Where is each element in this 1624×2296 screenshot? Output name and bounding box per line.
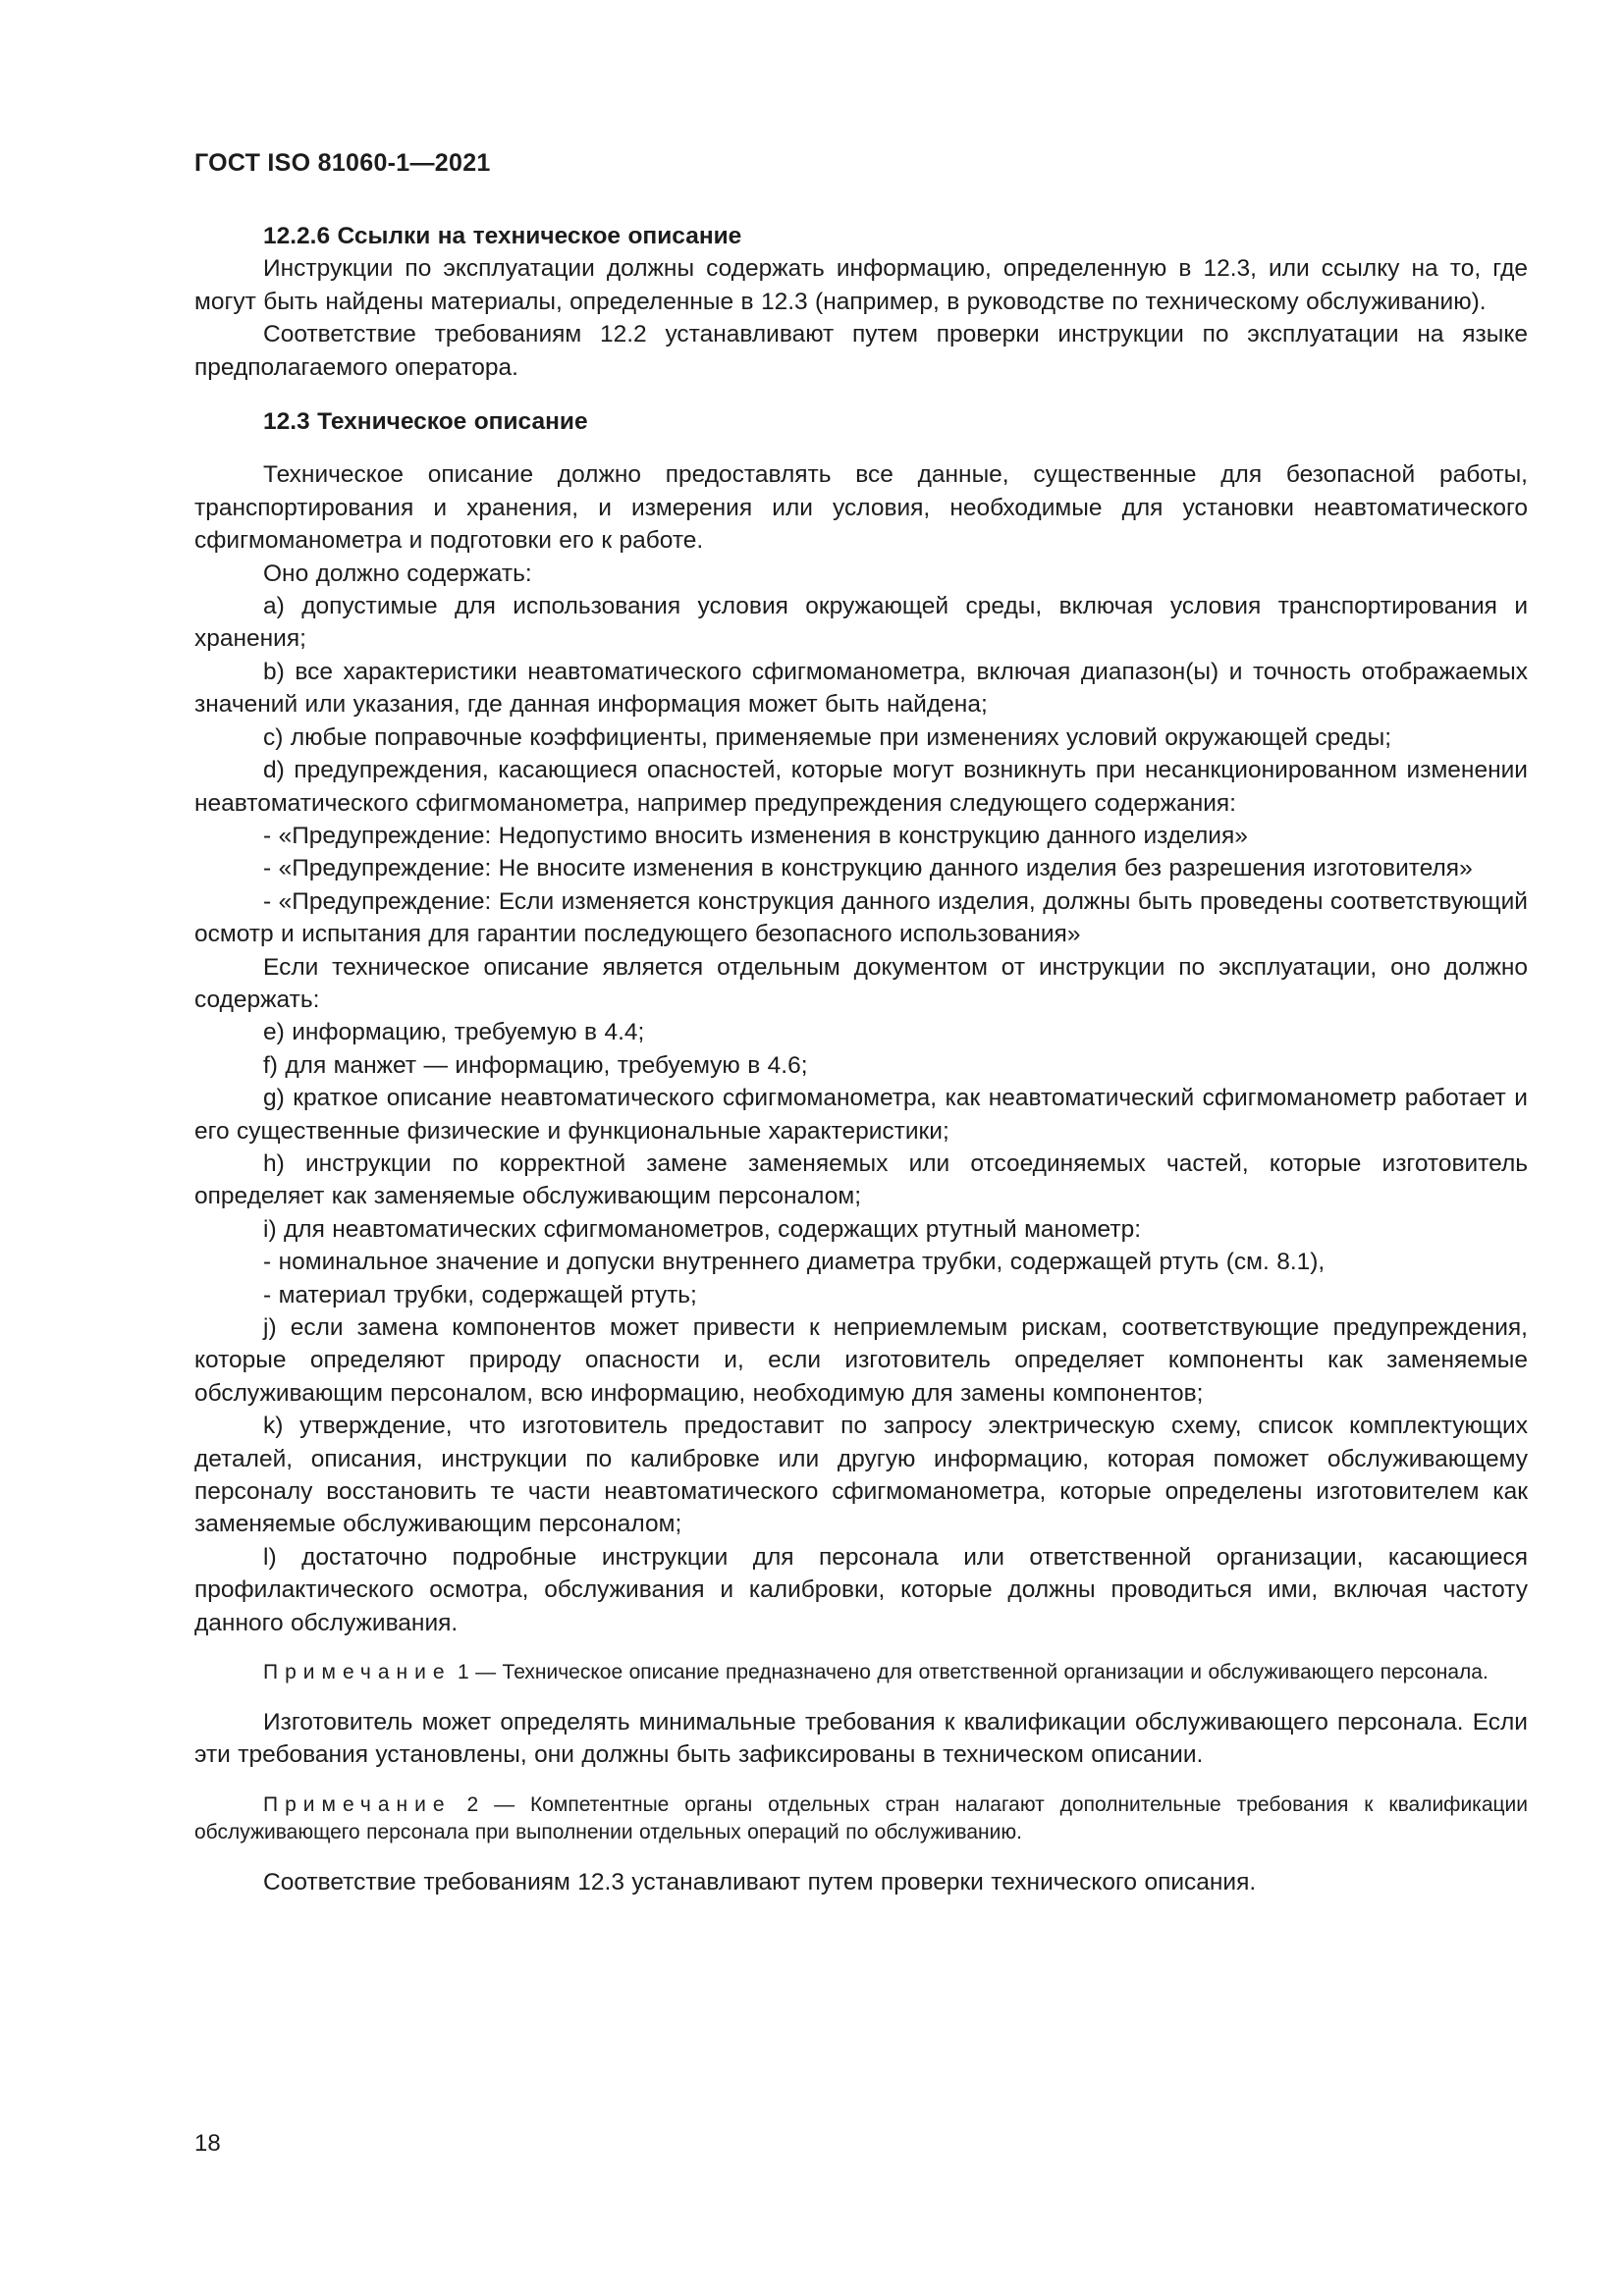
list-item-g: g) краткое описание неавтоматического сфигмоманометра, как неавтоматический сфигмоманометр работает и его существенные физические и функциональные характеристики; [194, 1085, 1528, 1145]
document-page [194, 0, 1528, 2296]
list-item-j: j) если замена компонентов может привести к неприемлемым рискам, соответствующие предупреждения, которые определяют природу опасности и, если изготовитель определяет компоненты как заменяемые обслуживающим персоналом, всю информацию, необходимую для замены компонентов; [194, 1314, 1528, 1407]
page-number: 18 [194, 2130, 221, 2157]
note-2 [194, 1791, 1528, 1846]
note-1 [194, 1659, 1528, 1686]
note-text: 1 — Техническое описание предназначено для ответственной организации и обслуживающего персонала. [451, 1661, 1489, 1684]
note-label: Примечание [263, 1661, 452, 1684]
note-text: 2 — Компетентные органы отдельных стран налагают дополнительные требования к квалификации обслуживающего персонала при выполнении отдельных операций по обслуживанию. [194, 1792, 1528, 1843]
list-item-l: l) достаточно подробные инструкции для персонала или ответственной организации, касающиеся профилактического осмотра, обслуживания и калибровки, которые должны проводиться ими, включая частоту данного обслуживания. [194, 1543, 1528, 1636]
paragraph: Инструкции по эксплуатации должны содержать информацию, определенную в 12.3, или ссылку на то, где могут быть найдены материалы, определенные в 12.3 (например, в руководстве по техническому обслуживанию). [194, 255, 1528, 315]
paragraph: Соответствие требованиям 12.2 устанавливают путем проверки инструкции по эксплуатации на языке предполагаемого оператора. [194, 321, 1528, 381]
paragraph: Изготовитель может определять минимальные требования к квалификации обслуживающего персонала. Если эти требования установлены, они должны быть зафиксированы в техническом описании. [194, 1709, 1528, 1769]
list-item-f: f) для манжет — информацию, требуемую в 4.6; [263, 1051, 808, 1079]
section-heading-12-3: 12.3 Техническое описание [263, 408, 588, 436]
note-label: Примечание [263, 1792, 452, 1816]
sub-item: - номинальное значение и допуски внутреннего диаметра трубки, содержащей ртуть (см. 8.1), [263, 1249, 1326, 1276]
list-item-b: b) все характеристики неавтоматического сфигмоманометра, включая диапазон(ы) и точность отображаемых значений или указания, где данная информация может быть найдена; [194, 658, 1528, 719]
list-item-e: e) информацию, требуемую в 4.4; [263, 1019, 645, 1046]
sub-item: - материал трубки, содержащей ртуть; [263, 1281, 697, 1308]
conformity-statement: Соответствие требованиям 12.3 устанавливают путем проверки технического описания. [263, 1868, 1257, 1896]
paragraph: Техническое описание должно предоставлять все данные, существенные для безопасной работы, транспортирования и хранения, и измерения или условия, необходимые для установки неавтоматического сфигмоманометра и подготовки его к работе. [194, 461, 1528, 555]
warning-item: - «Предупреждение: Не вносите изменения в конструкцию данного изделия без разрешения изготовителя» [263, 855, 1473, 882]
document-header: ГОСТ ISO 81060-1—2021 [194, 149, 491, 177]
warning-item: - «Предупреждение: Если изменяется конструкция данного изделия, должны быть проведены соответствующий осмотр и испытания для гарантии последующего безопасного использования» [194, 887, 1528, 948]
list-item-k: k) утверждение, что изготовитель предоставит по запросу электрическую схему, список комплектующих деталей, описания, инструкции по калибровке или другую информацию, которая поможет обслуживающему персоналу восстановить те части неавтоматического сфигмоманометра, которые определены изготовителем как заменяемые обслуживающим персоналом; [194, 1413, 1528, 1538]
list-item-h: h) инструкции по корректной замене заменяемых или отсоединяемых частей, которые изготовитель определяет как заменяемые обслуживающим персоналом; [194, 1149, 1528, 1210]
list-item-c: c) любые поправочные коэффициенты, применяемые при изменениях условий окружающей среды; [263, 723, 1392, 751]
document-body [194, 220, 1528, 1898]
paragraph: Если техническое описание является отдельным документом от инструкции по эксплуатации, оно должно содержать: [194, 953, 1528, 1013]
warning-item: - «Предупреждение: Недопустимо вносить изменения в конструкцию данного изделия» [263, 822, 1248, 849]
section-heading-12-2-6: 12.2.6 Ссылки на техническое описание [263, 223, 742, 249]
list-item-d: d) предупреждения, касающиеся опасностей, которые могут возникнуть при несанкционированном изменении неавтоматического сфигмоманометра, например предупреждения следующего содержания: [194, 757, 1528, 817]
list-item-i: i) для неавтоматических сфигмоманометров, содержащих ртутный манометр: [263, 1215, 1142, 1243]
paragraph: Оно должно содержать: [263, 560, 532, 587]
list-item-a: a) допустимые для использования условия окружающей среды, включая условия транспортирования и хранения; [194, 593, 1528, 653]
